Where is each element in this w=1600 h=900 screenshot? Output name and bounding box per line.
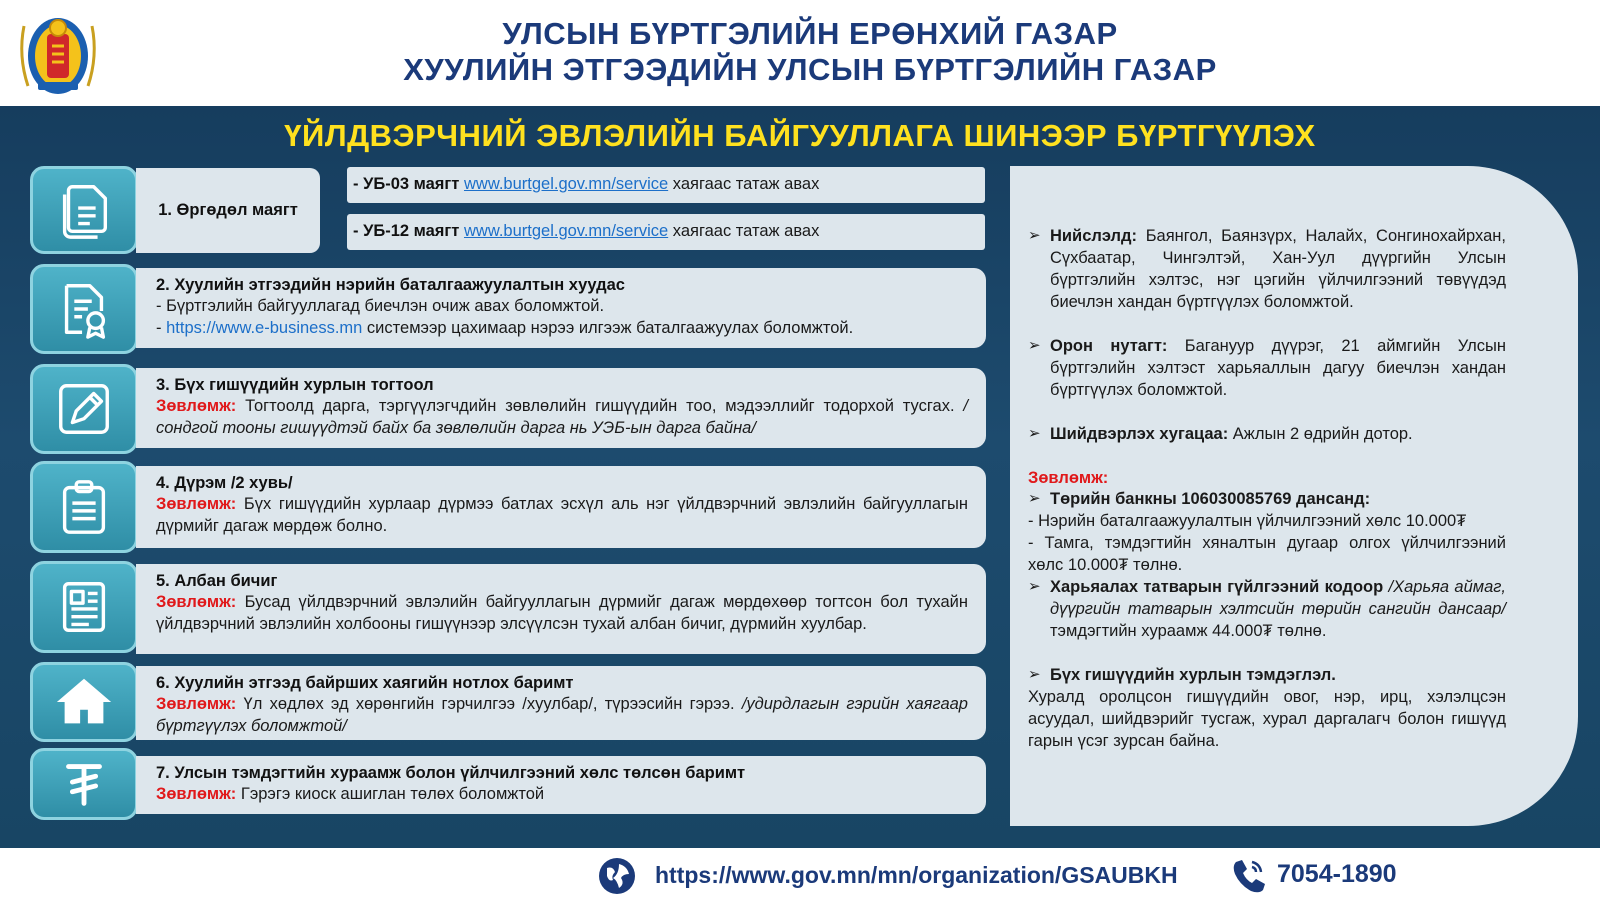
item3-advice-label: Зөвлөмж: — [156, 397, 237, 416]
item3-title: 3. Бүх гишүүдийн хурлын тогтоол — [156, 376, 434, 394]
local-info — [1028, 336, 1506, 402]
capital-label: Нийслэлд: — [1050, 227, 1138, 245]
form-ub12-line — [347, 214, 985, 250]
item4-text: Бүх гишүүдийн хурлаар дүрмээ батлах эсхүл аль нэг үйлдвэрчний эвлэлийн байгууллагын дүрмийг дагаж мөрдөж болно. — [156, 495, 968, 535]
item2-line2-prefix: - — [156, 318, 167, 337]
minutes-text: Хуралд оролцсон гишүүдийн овог, нэр, ирц, хэлэлцсэн асуудал, шийдвэрийг тусгаж, хурал даргалагч болон гишүүд гарын үсэг зурсан байна. — [1028, 687, 1506, 750]
item6-title: 6. Хуулийн этгээд байрших хаягийн нотлох баримт — [156, 674, 574, 692]
footer — [0, 848, 1600, 900]
phone-icon — [1228, 856, 1266, 894]
item7-text: Гэрэгэ киоск ашиглан төлөх боломжтой — [240, 785, 545, 804]
right-info-panel — [1010, 166, 1578, 826]
arrow-bullet-icon: ➢ — [1028, 336, 1041, 354]
item2-box — [136, 268, 986, 348]
right-advice-label: Зөвлөмж: — [1028, 468, 1109, 487]
tax-label: Харьяалах татварын гүйлгээний кодоор — [1050, 578, 1384, 597]
home-icon — [30, 662, 138, 742]
newspaper-icon — [30, 561, 138, 653]
item4-box — [136, 466, 986, 548]
arrow-bullet-icon: ➢ — [1028, 227, 1041, 244]
item2-line1: - Бүртгэлийн байгууллагад биечлэн очиж авах боломжтой. — [156, 297, 605, 316]
deadline-text: Ажлын 2 өдрийн дотор. — [1232, 424, 1413, 443]
tax-italic: /Харьяа аймаг, дүүргийн татварын хэлтсийн төрийн сангийн дансаар/ — [1050, 578, 1506, 619]
form-ub03-line — [347, 167, 985, 203]
item5-title: 5. Албан бичиг — [156, 572, 278, 590]
tugrik-currency-icon — [30, 748, 138, 820]
arrow-bullet-icon: ➢ — [1028, 578, 1041, 596]
item5-advice-label: Зөвлөмж: — [156, 593, 237, 612]
application-form-label: 1. Өргөдөл маягт — [136, 168, 320, 253]
item2-line2 — [156, 318, 968, 339]
globe-icon — [597, 856, 637, 896]
capital-text: Баянгол, Баянзүрх, Налайх, Сонгинохайрхан, Сүхбаатар, Чингэлтэй, Хан-Уул дүүргийн Улсын бүртгэлийн хэлтэс, нэг цэгийн үйлчилгээний төвүүдэд биечлэн хандан бүртгүүлэх боломжтой. — [1050, 227, 1506, 311]
item4-title: 4. Дүрэм /2 хувь/ — [156, 474, 293, 492]
item3-italic: /сондгой тооны гишүүдтэй байх ба зөвлөлийн дарга нь УЭБ-ын дарга байна/ — [156, 397, 968, 437]
form-ub03-link[interactable]: www.burtgel.gov.mn/service — [463, 175, 669, 193]
phone-number[interactable]: 7054-1890 — [1277, 860, 1397, 888]
tax-info — [1028, 577, 1506, 643]
bank-label: Төрийн банкны 106030085769 дансанд: — [1050, 490, 1371, 509]
item4-advice-label: Зөвлөмж: — [156, 495, 237, 514]
arrow-bullet-icon: ➢ — [1028, 666, 1041, 683]
item7-box — [136, 756, 986, 814]
header-title-line2: ХУУЛИЙН ЭТГЭЭДИЙН УЛСЫН БҮРТГЭЛИЙН ГАЗАР — [403, 52, 1217, 87]
header — [0, 0, 1600, 106]
website-url[interactable]: https://www.gov.mn/mn/organization/GSAUBKH — [655, 862, 1178, 888]
item3-box — [136, 368, 986, 448]
item5-box — [136, 564, 986, 654]
state-emblem-logo — [14, 6, 102, 100]
item2-line2-suffix: системээр цахимаар нэрээ илгээж баталгаажуулах боломжтой. — [362, 318, 854, 337]
form-ub03-prefix: - УБ-03 маягт — [353, 175, 460, 193]
item5-body — [156, 592, 968, 635]
bank-line2: - Тамга, тэмдэгтийн хяналтын дугаар олгох үйлчилгээний хөлс 10.000₮ төлнө. — [1028, 534, 1506, 575]
form-ub12-prefix: - УБ-12 маягт — [353, 222, 460, 240]
item7-body — [156, 784, 968, 805]
item6-advice-label: Зөвлөмж: — [156, 695, 237, 714]
local-label: Орон нутагт: — [1050, 336, 1168, 355]
item3-body — [156, 396, 968, 439]
form-ub03-suffix: хаягаас татаж авах — [672, 175, 820, 193]
item5-text: Бусад үйлдвэрчний эвлэлийн байгууллагын дүрмийг дагаж мөрдөхөөр тогтсон бол тухайн үйлдвэрчний эвлэлийн холбооны гишүүнээр элсүүлсэн тухай албан бичиг, дүрмийн хуулбар. — [156, 593, 968, 633]
form-ub12-link[interactable]: www.burtgel.gov.mn/service — [463, 222, 669, 240]
minutes-label: Бүх гишүүдийн хурлын тэмдэглэл. — [1050, 666, 1336, 684]
pen-edit-icon — [30, 364, 138, 454]
capital-info — [1028, 226, 1506, 314]
tax-suffix: тэмдэгтийн хураамж 44.000₮ төлнө. — [1050, 622, 1327, 641]
item7-title: 7. Улсын тэмдэгтийн хураамж болон үйлчилгээний хөлс төлсөн баримт — [156, 764, 746, 782]
item3-text: Тогтоолд дарга, тэргүүлэгчдийн зөвлөлийн гишүүдийн тоо, мэдээллийг тодорхой тусгах. — [245, 397, 955, 416]
local-text: Багануур дүүрэг, 21 аймгийн Улсын бүртгэлийн хэлтэст харьяаллын дагуу биечлэн хандан бүртгүүлэх боломжтой. — [1050, 336, 1506, 399]
item6-box — [136, 666, 986, 740]
main-title: ҮЙЛДВЭРЧНИЙ ЭВЛЭЛИЙН БАЙГУУЛЛАГА ШИНЭЭР БҮРТГҮҮЛЭХ — [284, 118, 1316, 153]
minutes-info — [1028, 665, 1506, 687]
clipboard-icon — [30, 461, 138, 553]
arrow-bullet-icon: ➢ — [1028, 490, 1041, 508]
deadline-label: Шийдвэрлэх хугацаа: — [1050, 424, 1229, 443]
documents-icon — [30, 166, 138, 254]
form-ub12-suffix: хаягаас татаж авах — [672, 222, 820, 240]
header-title-line1: УЛСЫН БҮРТГЭЛИЙН ЕРӨНХИЙ ГАЗАР — [502, 16, 1118, 51]
item6-text: Үл хөдлөх эд хөрөнгийн гэрчилгээ /хуулбар/, түрээсийн гэрээ. — [243, 695, 735, 714]
item2-title: 2. Хуулийн этгээдийн нэрийн баталгаажуулалтын хуудас — [156, 276, 625, 294]
certificate-document-icon — [30, 264, 138, 354]
item4-body — [156, 494, 968, 537]
item7-advice-label: Зөвлөмж: — [156, 785, 237, 804]
bank-line1: - Нэрийн баталгаажуулалтын үйлчилгээний хөлс 10.000₮ — [1028, 512, 1467, 531]
arrow-bullet-icon: ➢ — [1028, 424, 1041, 442]
item6-body — [156, 694, 968, 737]
e-business-link[interactable]: https://www.e-business.mn — [166, 318, 363, 337]
item6-italic: /удирдлагын гэрийн хаягаар бүртгүүлэх боломжтой/ — [156, 695, 968, 735]
bank-info — [1028, 489, 1506, 511]
deadline-info — [1028, 424, 1506, 446]
main-panel — [0, 106, 1600, 848]
